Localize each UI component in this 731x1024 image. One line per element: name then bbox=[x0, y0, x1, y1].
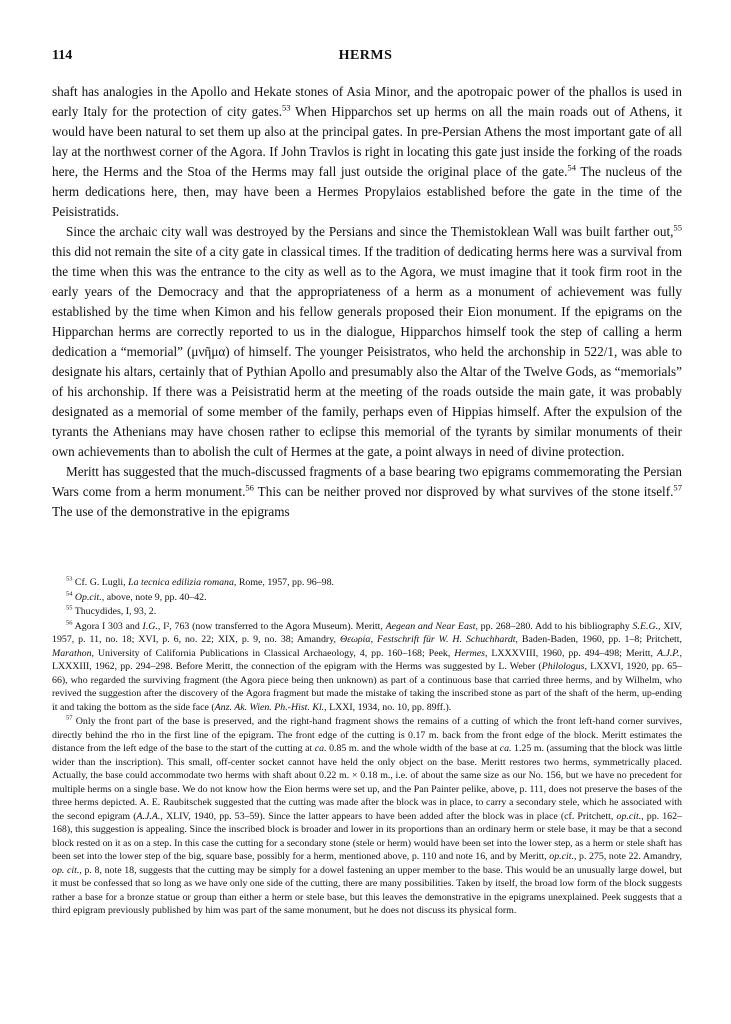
paragraph: shaft has analogies in the Apollo and Hekate stones of Asia Minor, and the apotropaic power of the phallos is used in early Italy for the protection of city gates.$^{53}$ When Hipparchos set up herms on all the main roads out of Athens, it would have been natural to set them up also at the principal gates. In pre-Persian Athens the most important gate of all lay at the northwest corner of the Agora. If John Travlos is right in locating this gate just inside the forking of the roads here, the Herms and the Stoa of the Herms may fall just outside the original place of the gate.$^{54}$ The nucleus of the herm dedications here, then, may have been a Hermes Propylaios established before the gate in the time of the Peisistratids. bbox=[52, 84, 682, 219]
footnote-ref: 54 bbox=[567, 162, 576, 173]
main-text bbox=[52, 82, 682, 522]
footnote: $^{55}$ Thucydides, I, 93, 2. bbox=[66, 604, 157, 617]
footnotes bbox=[52, 576, 682, 919]
running-head: HERMS bbox=[338, 48, 393, 63]
footnote: $^{53}$ Cf. G. Lugli, La tecnica edilizia romana, Rome, 1957, pp. 96–98. bbox=[66, 575, 335, 588]
footnote-number: 54 bbox=[66, 590, 73, 598]
page-header bbox=[52, 48, 679, 66]
footnote-ref: 56 bbox=[245, 482, 254, 493]
page-number: 114 bbox=[52, 48, 73, 63]
footnote-number: 57 bbox=[66, 714, 73, 722]
footnote-ref: 53 bbox=[282, 102, 291, 113]
footnote-ref: 57 bbox=[673, 482, 682, 493]
footnote-number: 53 bbox=[66, 575, 73, 583]
footnote: $^{57}$ Only the front part of the base is preserved, and the right-hand fragment shows the remains of a cutting of which the front left-hand corner survives, directly behind the rho in the first line of the epigram. The front edge of the cutting is 0.17 m. back from the front edge of the block. Meritt estimates the distance from the left edge of the base to the start of the cutting at ca. 0.85 m. and the whole width of the base at ca. 1.25 m. (assuming that the block was little wider than the inscription). This small, off-center socket cannot have held the only object on the base. Meritt restores two herms, symmetrically placed. Actually, the base could accommodate two herms with shaft about 0.22 m. × 0.18 m., i.e. of about the same size as our No. 156, but we have no precedent for multiple herms on a single base. We do not know how the Eion herms were set up, and the Pan Painter pelike, above, p. 111, does not preserve the bases of the three herms depicted. A. E. Raubitschek suggested that the cutting was made after the block was in place, to carry a secondary stele, which he associated with the second epigram (A.J.A., XLIV, 1940, pp. 53–59). Since the latter appears to have been added after the block was in place (cf. Pritchett, op.cit., pp. 162–168), this suggestion is appealing. Since the inscribed block is broader and lower in its proportions than an ordinary herm or stele base, it may be that a second block rested on it as on a step. In this case the cutting for a secondary stone (stele or herm) would have been set into the lower step, as a herm or stele shaft has been set into the lower step of the big, square base, possibly for a herm, mentioned above, p. 110 and note 16, and by Meritt, op.cit., p. 275, note 22. Amandry, op. cit., p. 8, note 18, suggests that the cutting may be simply for a dowel fastening an upper member to the base. This would be an unusually large dowel, but it must be confessed that so long as we have only one side of the cutting, there are many possibilities. Taken by itself, the broad low form of the block suggests rather a base for a bronze statue or group than either a herm or stele base, but this leaves the demonstrative in the epigrams unexplained. Peek suggests that a third epigram previously published by him was part of the same monument, but he does not discuss its physical form. bbox=[52, 714, 683, 916]
footnote: $^{56}$ Agora I 303 and I.G., I², 763 (now transferred to the Agora Museum). Meritt, Aegean and Near East, pp. 268–280. Add to his bibliography S.E.G., XIV, 1957, p. 11, no. 18; XVI, p. 6, no. 22; XIX, p. 9, no. 38; Amandry, Θεωρία, Festschrift für W. H. Schuchhardt, Baden-Baden, 1960, pp. 1–8; Pritchett, Marathon, University of California Publications in Classical Archaeology, 4, pp. 160–168; Peek, Hermes, LXXXVIII, 1960, pp. 494–498; Meritt, A.J.P., LXXXIII, 1962, pp. 294–298. Before Meritt, the connection of the epigram with the Herms was suggested by L. Weber (Philologus, LXXVI, 1920, pp. 65–66), who regarded the surviving fragment (the Agora piece being then unknown) as part of a continuous base that carried three herms, and by Wilhelm, who revived the suggestion after the discovery of the Agora fragment but made the mistake of taking the inscribed stone as part of the shaft of the herm, up-ending it and taking the bottom as the side face (Anz. Ak. Wien. Ph.-Hist. Kl., LXXI, 1934, no. 10, pp. 89ff.). bbox=[52, 619, 682, 713]
footnote: $^{54}$ Op.cit., above, note 9, pp. 40–42. bbox=[66, 590, 207, 603]
footnote-number: 56 bbox=[66, 619, 73, 627]
paragraph: Meritt has suggested that the much-discussed fragments of a base bearing two epigrams commemorating the Persian Wars come from a herm monument.$^{56}$ This can be neither proved nor disproved by what survives of the stone itself.$^{57}$ The use of the demonstrative in the epigrams bbox=[52, 464, 682, 519]
paragraph: Since the archaic city wall was destroyed by the Persians and since the Themistoklean Wall was built farther out,$^{55}$ this did not remain the site of a city gate in classical times. If the tradition of dedicating herms here was a survival from the time when this was the entrance to the city as well as to the Agora, we must imagine that it took firm root in the early years of the Democracy and that the appropriateness of a herm as a monument of achievement was fully established by the time when Kimon and his fellow generals proposed their Eion monument. If the epigrams on the Hipparchan herms are correctly reported to us in the dialogue, Hipparchos himself took the step of calling a herm dedication a “memorial” (μνῆμα) of himself. The younger Peisistratos, who held the archonship in 522/1, was able to designate his altars, certainly that of Pythian Apollo and presumably also the Altar of the Twelve Gods, as “memorials” of his archonship. If there was a Peisistratid herm at the meeting of the roads outside the main gate, it was probably designated as a memorial of some member of the family, perhaps even of Hippias himself. After the expulsion of the tyrants the Athenians may have chosen rather to eclipse this memorial of the tyrants by similar monuments of their own achievements than to abolish the cult of Hermes at the gate, a point always in need of divine protection. bbox=[52, 222, 682, 459]
footnote-number: 55 bbox=[66, 604, 73, 612]
footnote-ref: 55 bbox=[673, 222, 682, 233]
